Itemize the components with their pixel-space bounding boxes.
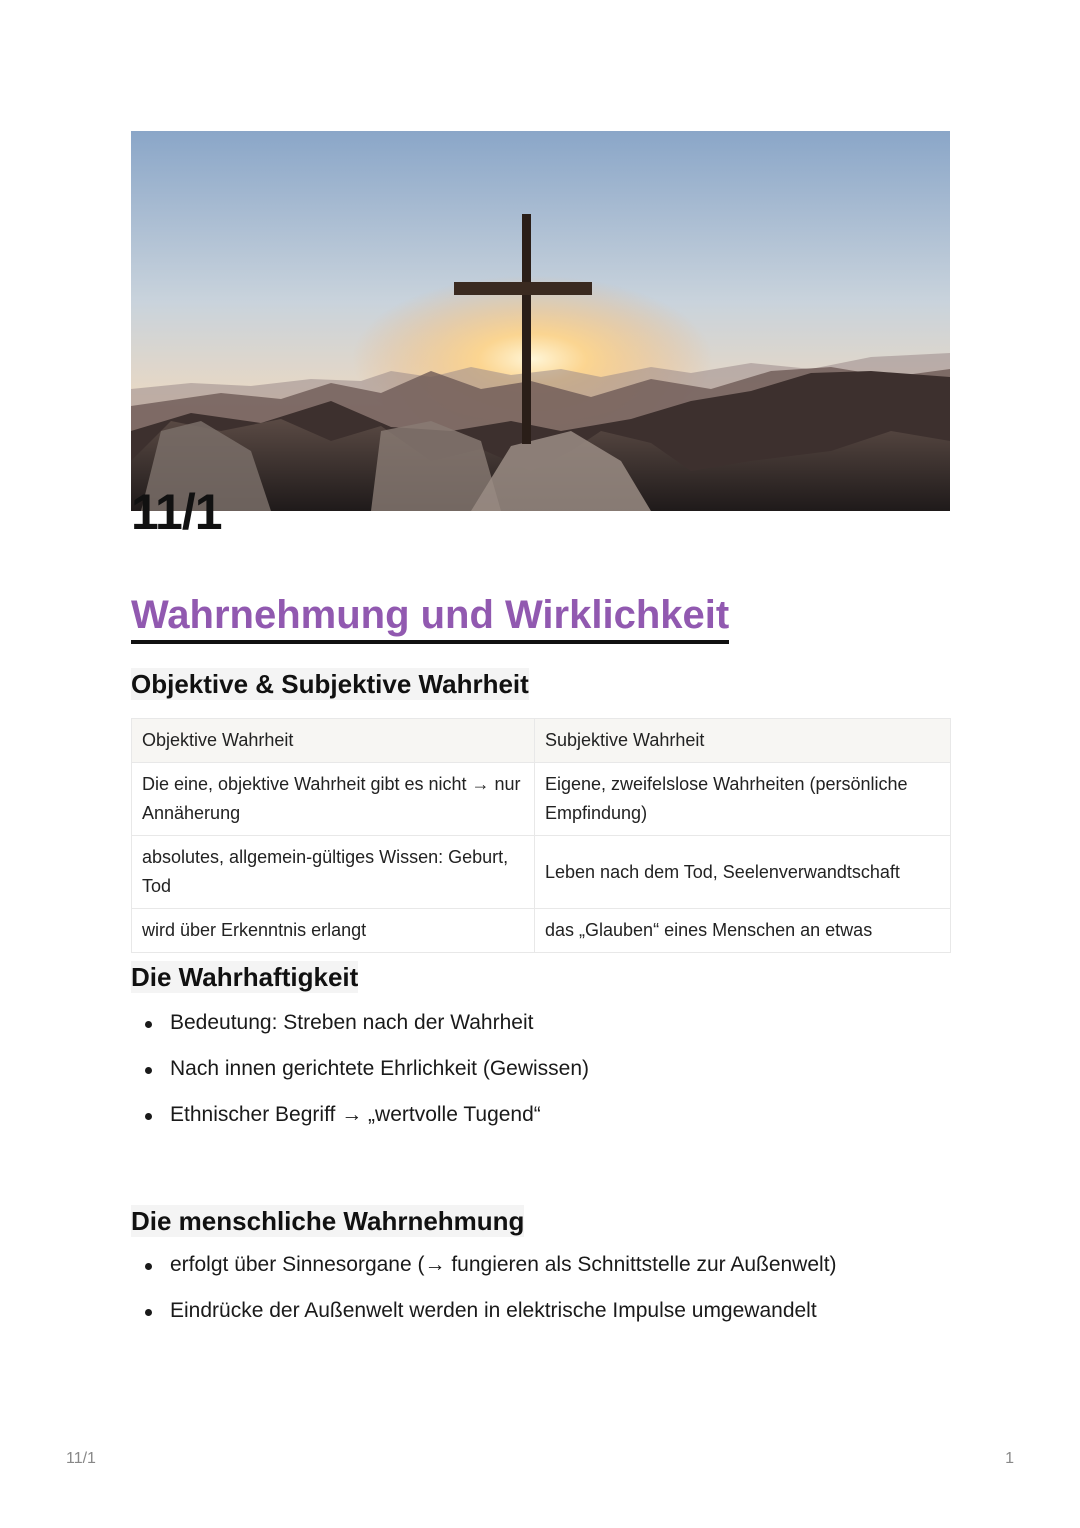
- table-header-row: [132, 719, 951, 763]
- table-cell: wird über Erkenntnis erlangt: [132, 909, 535, 953]
- table-row: [132, 836, 951, 909]
- list-item: Nach innen gerichtete Ehrlichkeit (Gewissen): [131, 1056, 589, 1102]
- section-heading-truth: Objektive & Subjektive Wahrheit: [131, 669, 529, 699]
- list-item: Eindrücke der Außenwelt werden in elektrische Impulse umgewandelt: [131, 1298, 837, 1344]
- table-cell: Leben nach dem Tod, Seelenverwandtschaft: [535, 836, 951, 909]
- honesty-list: [131, 1010, 589, 1148]
- table-row: [132, 763, 951, 836]
- document-number: 11/1: [131, 492, 222, 540]
- section-heading-perception: Die menschliche Wahrnehmung: [131, 1206, 525, 1236]
- table-header-cell: Objektive Wahrheit: [132, 719, 535, 763]
- cover-image: [131, 131, 950, 511]
- table-header-cell: Subjektive Wahrheit: [535, 719, 951, 763]
- table-cell: Eigene, zweifelslose Wahrheiten (persönliche Empfindung): [535, 763, 951, 836]
- page-number: 1: [1005, 1450, 1014, 1467]
- table-cell: Die eine, objektive Wahrheit gibt es nicht → nur Annäherung: [132, 763, 535, 836]
- section-heading-honesty: Die Wahrhaftigkeit: [131, 962, 359, 992]
- mountain-cross-photo: [131, 131, 950, 511]
- table-cell: absolutes, allgemein-gültiges Wissen: Geburt, Tod: [132, 836, 535, 909]
- table-row: [132, 909, 951, 953]
- perception-list: [131, 1252, 837, 1344]
- footer-document-number: 11/1: [66, 1450, 96, 1467]
- table-cell: das „Glauben“ eines Menschen an etwas: [535, 909, 951, 953]
- truth-table: [131, 718, 951, 953]
- list-item: Ethnischer Begriff → „wertvolle Tugend“: [131, 1102, 589, 1148]
- list-item: erfolgt über Sinnesorgane (→ fungieren als Schnittstelle zur Außenwelt): [131, 1252, 837, 1298]
- list-item: Bedeutung: Streben nach der Wahrheit: [131, 1010, 589, 1056]
- page-title: Wahrnehmung und Wirklichkeit: [131, 590, 729, 644]
